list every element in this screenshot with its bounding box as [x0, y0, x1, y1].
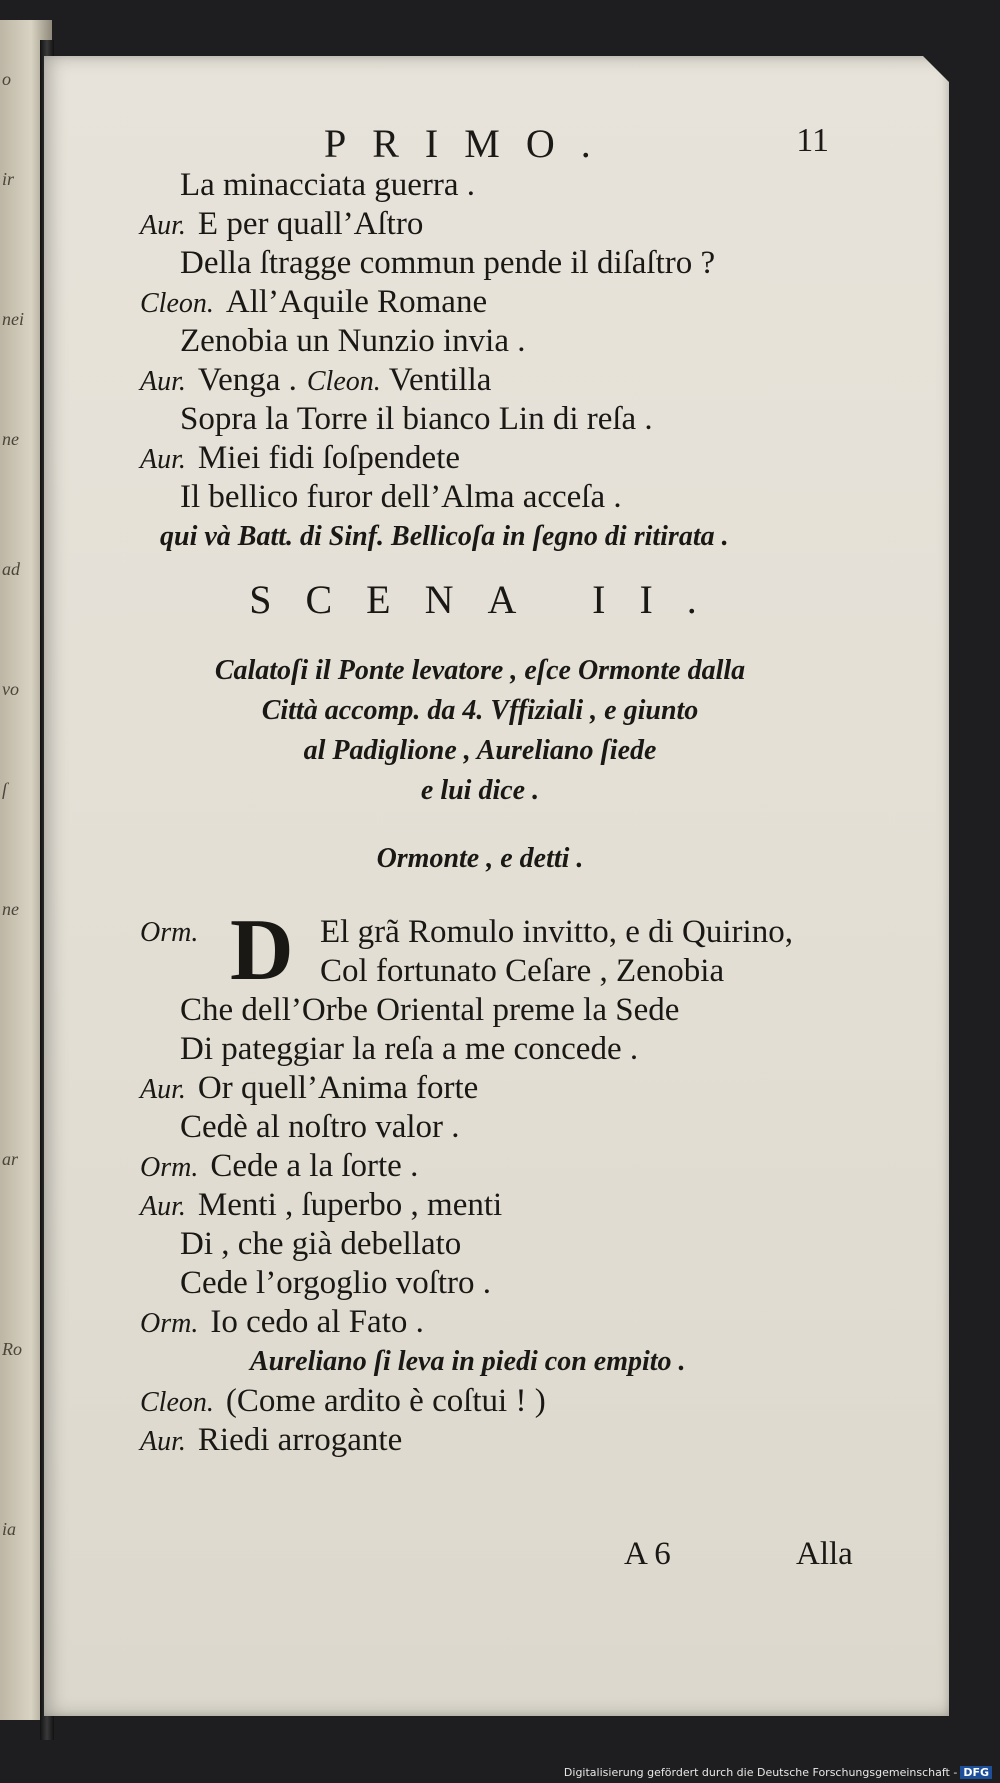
- scene-description-line: e lui dice .: [420, 775, 540, 806]
- main-text: [140, 166, 880, 1460]
- scene-description-line: Città accomp. da 4. Vffiziali , e giunto: [261, 695, 699, 726]
- page-header: [44, 120, 949, 170]
- signature-mark: A 6: [624, 1536, 671, 1572]
- book-page: [44, 56, 949, 1716]
- drop-cap-initial: D: [230, 902, 294, 999]
- verse-line: [140, 1069, 880, 1108]
- facing-page-fragment: o: [2, 69, 11, 89]
- verse-text: Or quell’Anima forte: [197, 1070, 479, 1106]
- verse-line: [140, 1108, 880, 1147]
- speaker-label: Orm.: [140, 1152, 199, 1183]
- verse-line: [140, 1303, 880, 1342]
- scene-title: SCENA II.: [249, 577, 731, 622]
- speaker-label: Cleon.: [140, 288, 214, 319]
- scene-description: [80, 651, 880, 811]
- verse-line: [140, 205, 880, 244]
- verse-line: [140, 1186, 880, 1225]
- verse-text: Sopra la Torre il bianco Lin di reſa .: [180, 401, 653, 437]
- speaker-label: Aur.: [140, 1191, 186, 1222]
- verse-text: Di pateggiar la reſa a me concede .: [180, 1031, 639, 1067]
- verse-line: [140, 1421, 880, 1460]
- speaker-label: Aur.: [140, 444, 186, 475]
- speaker-label: Aur.: [140, 1074, 186, 1105]
- verse-line: [140, 1225, 880, 1264]
- verse-line: [140, 478, 880, 517]
- running-head: PRIMO.: [324, 121, 617, 166]
- verse-text: (Come ardito è coſtui ! ): [225, 1383, 546, 1419]
- verse-line: [140, 1382, 880, 1421]
- verse-text: Menti , ſuperbo , menti: [197, 1187, 503, 1223]
- verse-text: All’Aquile Romane: [225, 284, 488, 320]
- stage-direction: qui và Batt. di Sinf. Bellicoſa in ſegno di ritirata .: [160, 521, 729, 552]
- verse-line: [140, 1147, 880, 1186]
- scene-description-line: Calatoſi il Ponte levatore , eſce Ormonte dalla: [214, 655, 746, 686]
- verse-text: Di , che già debellato: [180, 1226, 462, 1262]
- verse-text: Cede l’orgoglio voſtro .: [180, 1265, 492, 1301]
- facing-page-fragment: ſ: [2, 779, 8, 799]
- verse-text: E per quall’Aſtro: [197, 206, 424, 242]
- verse-text: Zenobia un Nunzio invia .: [180, 323, 526, 359]
- verse-text: Il bellico furor dell’Alma acceſa .: [180, 479, 622, 515]
- verse-text: Io cedo al Fato .: [210, 1304, 424, 1340]
- facing-page-fragment: ar: [2, 1149, 19, 1169]
- verse-line: [140, 400, 880, 439]
- verse-text: Venga .: [197, 362, 297, 398]
- facing-page-fragment: ad: [2, 559, 20, 579]
- speaker-label: Aur.: [140, 1426, 186, 1457]
- verse-text: El grã Romulo invitto, e di Quirino,: [320, 914, 793, 950]
- verse-line: [140, 244, 880, 283]
- facing-page-fragment: ne: [2, 429, 19, 449]
- verse-text: Riedi arrogante: [197, 1422, 403, 1458]
- verse-text: Cedè al noſtro valor .: [180, 1109, 460, 1145]
- speaker-label: Orm.: [140, 917, 199, 948]
- page-corner-fold: [923, 56, 949, 82]
- facing-page-fragment: nei: [2, 309, 24, 329]
- verse-text: Della ſtragge commun pende il diſaſtro ?: [180, 245, 716, 281]
- speaker-label: Aur.: [140, 366, 186, 397]
- verse-line: [140, 322, 880, 361]
- verse-text: Miei fidi ſoſpendete: [197, 440, 461, 476]
- dfg-logo: DFG: [960, 1766, 992, 1779]
- verse-text: Col fortunato Ceſare , Zenobia: [320, 953, 725, 989]
- stage-direction: Aureliano ſi leva in piedi con empito .: [250, 1346, 686, 1377]
- speaker-label: Cleon.: [140, 1387, 214, 1418]
- verse-text: Cede a la ſorte .: [210, 1148, 419, 1184]
- verse-line: [140, 283, 880, 322]
- page-number: 11: [796, 122, 829, 159]
- facing-page-fragment: Ro: [2, 1339, 22, 1359]
- verse-line: [140, 439, 880, 478]
- speaker-label: Cleon.: [306, 366, 381, 397]
- scene-description-line: al Padiglione , Aureliano ſiede: [303, 735, 657, 766]
- verse-line: [140, 361, 880, 400]
- facing-page-fragment: vo: [2, 679, 19, 699]
- facing-page-fragment: ne: [2, 899, 19, 919]
- verse-line: [140, 1030, 880, 1069]
- facing-page-fragment: ia: [2, 1519, 17, 1539]
- verse-text: Ventilla: [388, 362, 492, 398]
- speaker-label: Orm.: [140, 1308, 199, 1339]
- speaker-label: Aur.: [140, 210, 186, 241]
- digitization-credit: [564, 1766, 992, 1779]
- dropcap-paragraph: [140, 902, 880, 999]
- catchword: Alla: [796, 1536, 853, 1572]
- verse-text: Che dell’Orbe Oriental preme la Sede: [180, 992, 680, 1028]
- facing-page-fragment: ir: [2, 169, 15, 189]
- credit-text: Digitalisierung gefördert durch die Deutsche Forschungsgemeinschaft -: [563, 1766, 958, 1779]
- verse-line: [140, 1264, 880, 1303]
- page-foot: [44, 1536, 949, 1576]
- scene-cast: Ormonte , e detti .: [376, 843, 584, 874]
- verse-line: La minacciata guerra .: [180, 167, 475, 203]
